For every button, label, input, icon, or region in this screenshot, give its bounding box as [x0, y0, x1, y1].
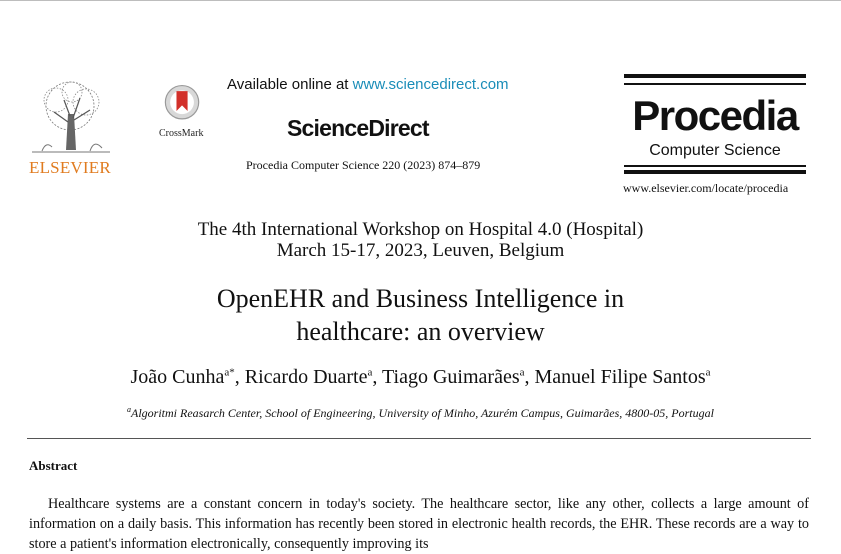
procedia-logo-subtitle: Computer Science: [649, 142, 781, 159]
sciencedirect-brand: ScienceDirect: [287, 115, 429, 141]
affiliation-text: Algoritmi Reasarch Center, School of Engineering, University of Minho, Azurém Campus, Guimarães, 4800-05, Portugal: [131, 406, 714, 420]
author-affiliation-mark: a: [705, 366, 711, 379]
available-online-line: [227, 76, 509, 93]
author-affiliation-mark: a: [367, 366, 373, 379]
procedia-logo-title: Procedia: [632, 92, 798, 139]
paper-title-line2: healthcare: an overview: [296, 317, 545, 346]
procedia-rule: [624, 170, 806, 174]
author-name: Manuel Filipe Santos: [534, 366, 706, 388]
author-list: João Cunha$^{a*}$, Ricardo Duarte$^a$, Tiago Guimarães$^a$, Manuel Filipe Santos$^a$: [130, 366, 711, 388]
author-affiliation-mark: a*: [224, 366, 235, 379]
section-divider: [27, 438, 811, 439]
conference-date-location: March 15-17, 2023, Leuven, Belgium: [276, 240, 565, 261]
author-name: João Cunha: [130, 366, 225, 388]
procedia-rule: [624, 165, 806, 167]
procedia-rule: [624, 74, 806, 78]
abstract-text: Healthcare systems are a constant concern in today's society. The healthcare sector, like any other, collects a large amount of information on a daily basis. This information has recently been stored in electronic health records, the EHR. These records are a way to store a patient's information electronically, consequently improving its: [29, 496, 809, 552]
journal-url[interactable]: www.elsevier.com/locate/procedia: [623, 181, 789, 195]
elsevier-wordmark: ELSEVIER: [29, 158, 111, 177]
author-name: Tiago Guimarães: [382, 366, 520, 388]
sciencedirect-link[interactable]: www.sciencedirect.com: [352, 76, 509, 93]
affiliation: [0, 406, 841, 421]
available-prefix: Available online at: [227, 76, 353, 93]
journal-reference: Procedia Computer Science 220 (2023) 874–879: [246, 158, 481, 172]
affiliation-mark: a: [127, 405, 132, 414]
crossmark-label: CrossMark: [159, 128, 204, 139]
crossmark-icon[interactable]: [163, 84, 209, 130]
procedia-rule: [624, 83, 806, 85]
procedia-logo: [624, 74, 806, 174]
author-affiliation-mark: a: [519, 366, 525, 379]
conference-name: The 4th International Workshop on Hospital 4.0 (Hospital): [197, 219, 644, 240]
author-name: Ricardo Duarte: [244, 366, 368, 388]
paper-title-line1: OpenEHR and Business Intelligence in: [216, 284, 625, 313]
top-border: [0, 0, 841, 1]
abstract-heading: Abstract: [29, 458, 78, 473]
